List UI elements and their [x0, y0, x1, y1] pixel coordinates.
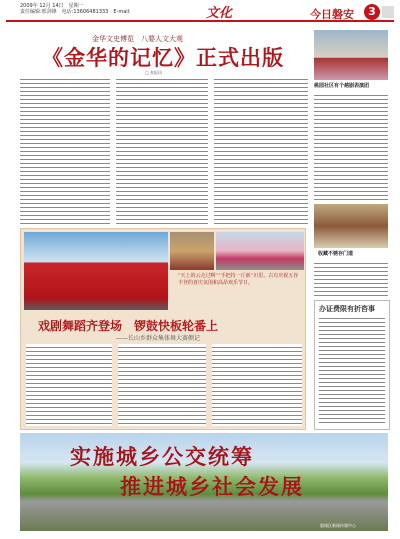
collection-photo — [314, 204, 388, 248]
date-line: 2009年 12月 14日 星期一 — [20, 3, 84, 9]
dance-photo — [24, 232, 168, 310]
notice-title: 办证费限有折咨事 — [319, 304, 375, 313]
page-number: 3 — [364, 4, 380, 20]
feature-title: 戏剧舞蹈齐登场 锣鼓快板轮番上 — [38, 319, 219, 333]
notice-box — [314, 300, 390, 430]
lead-text-column-2 — [116, 76, 208, 224]
barcode-icon — [382, 6, 394, 18]
stage-photo — [216, 232, 304, 270]
feature-subtitle: ——长山乡群众集体舞大赛侧记 — [116, 335, 201, 342]
feature-text-column-2 — [118, 344, 206, 426]
banner-line-2: 推进城乡社会发展 — [120, 474, 304, 499]
notice-text — [319, 315, 385, 425]
banner-credit: 磐城区新闻传媒中心 — [320, 523, 356, 528]
side-caption-2: 收藏不锈存门道 — [318, 251, 354, 257]
side-text-column — [314, 92, 388, 200]
feature-quote: “天上的云走过咧”“手把持一斤新”川里。古有庆祝五谷丰登的喜庆氛围和高昂欢乐节日。 — [178, 273, 299, 286]
lead-text-column-1 — [20, 76, 110, 224]
performance-photo — [314, 30, 388, 80]
lead-byline: □ 本报讯 — [145, 70, 163, 75]
masthead-info — [20, 3, 210, 15]
banner-line-1: 实施城乡公交统筹 — [70, 444, 254, 469]
lead-headline: 《金华的记忆》正式出版 — [42, 45, 284, 70]
page-header — [6, 2, 394, 22]
info-line: 责任编辑:邢剑锋 电话:13606481333 E-mail: — [20, 9, 131, 15]
lead-kicker: 金华文史博览 八婺人文大观 — [92, 35, 183, 43]
drum-photo — [170, 232, 214, 270]
side-caption-1: 桃园社区有个越剧表演团 — [314, 83, 370, 89]
section-title: 文化 — [206, 6, 233, 21]
lead-text-column-3 — [214, 76, 308, 224]
paper-name: 今日磐安 — [310, 8, 354, 21]
side-text-column-2 — [314, 260, 388, 296]
feature-text-column-1 — [26, 344, 112, 426]
feature-text-column-3 — [212, 344, 302, 426]
